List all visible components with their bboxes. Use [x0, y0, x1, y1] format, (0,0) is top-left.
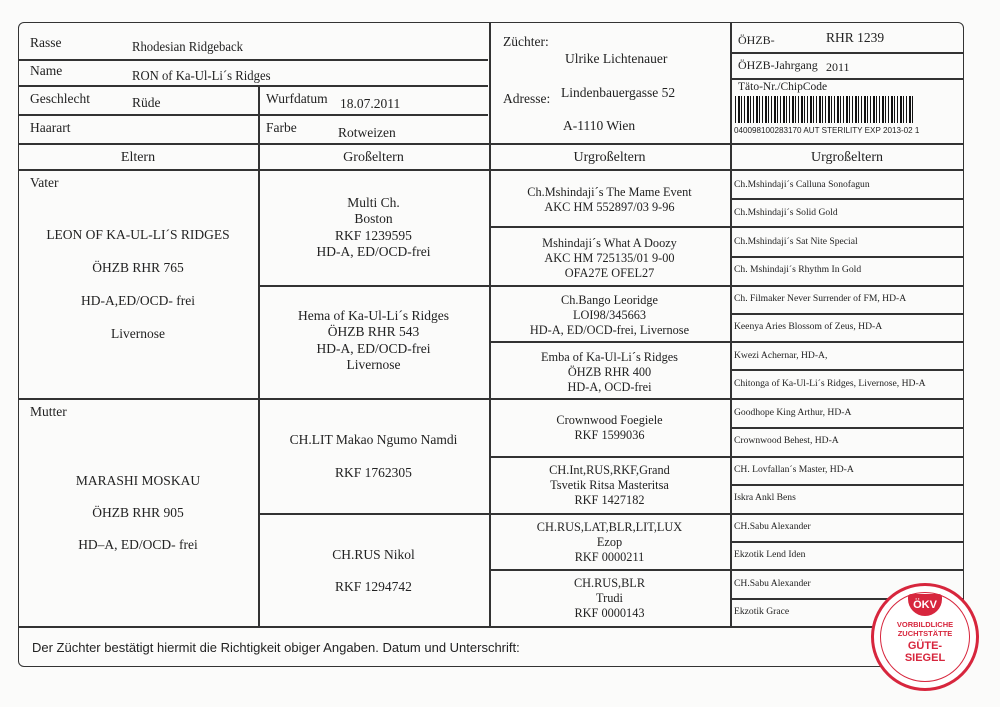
chip-label: Täto-Nr./ChipCode — [738, 81, 828, 93]
farbe-value: Rotweizen — [338, 125, 396, 140]
divider — [258, 513, 964, 515]
grandparent-4-name: CH.RUS Nikol — [332, 547, 415, 562]
oehzb-value: RHR 1239 — [826, 30, 885, 45]
gg-grandparent: CH.Sabu Alexander — [734, 578, 811, 589]
divider — [490, 456, 964, 458]
great-grandparent-4: Emba of Ka-Ul-Li´s Ridges ÖHZB RHR 400 HD-A, OCD-frei — [541, 350, 678, 394]
seal-text: VORBILDLICHE ZUCHTSTÄTTE — [896, 620, 954, 638]
wurfdatum-value: 18.07.2011 — [340, 96, 401, 111]
gg-grandparent: CH. Lovfallan´s Master, HD-A — [734, 464, 854, 475]
gg-grandparent: Ch.Mshindaji´s Calluna Sonofagun — [734, 179, 870, 190]
divider — [18, 398, 964, 400]
adresse-label: Adresse: — [503, 91, 551, 106]
gg-grandparent: Ch.Mshindaji´s Solid Gold — [734, 207, 838, 218]
divider — [730, 484, 964, 486]
barcode-text: 040098100283170 AUT STERILITY EXP 2013-02 1 — [734, 126, 920, 135]
divider — [730, 78, 964, 80]
column-header-eltern: Eltern — [120, 150, 156, 165]
oekv-logo-icon: ÖKV — [908, 594, 942, 616]
oehzb-label: ÖHZB- — [738, 33, 775, 47]
divider — [490, 569, 964, 571]
great-grandparent-5: Crownwood Foegiele RKF 1599036 — [556, 413, 663, 442]
divider — [490, 341, 964, 343]
zuechter-value: Ulrike Lichtenauer — [565, 51, 668, 66]
great-grandparent-7: CH.RUS,LAT,BLR,LIT,LUX Ezop RKF 0000211 — [536, 520, 683, 564]
great-grandparent-8: CH.RUS,BLR Trudi RKF 0000143 — [573, 576, 646, 620]
adresse-city: A-1110 Wien — [563, 118, 636, 133]
grandparent-1: Multi Ch. Boston RKF 1239595 HD-A, ED/OCD-frei — [316, 195, 431, 260]
grandparent-3-name: CH.LIT Makao Ngumo Namdi — [289, 432, 458, 447]
divider — [18, 59, 488, 61]
rasse-value: Rhodesian Ridgeback — [132, 39, 244, 54]
geschlecht-label: Geschlecht — [30, 91, 90, 106]
gg-grandparent: Keenya Aries Blossom of Zeus, HD-A — [734, 321, 883, 332]
great-grandparent-3: Ch.Bango Leoridge LOI98/345663 HD-A, ED/OCD-frei, Livernose — [529, 293, 690, 337]
divider — [18, 85, 488, 87]
zuechter-label: Züchter: — [503, 34, 549, 49]
name-value: RON of Ka-Ul-Li´s Ridges — [132, 68, 271, 83]
divider — [730, 256, 964, 258]
column-header-grosseltern: Großeltern — [343, 150, 404, 165]
divider — [18, 143, 964, 145]
divider — [18, 626, 964, 628]
mutter-name: MARASHI MOSKAU — [75, 473, 201, 488]
gg-grandparent: Kwezi Achernar, HD-A, — [734, 350, 828, 361]
name-label: Name — [30, 63, 63, 78]
gg-grandparent: Ekzotik Lend Iden — [734, 549, 806, 560]
gg-grandparent: Ch. Filmaker Never Surrender of FM, HD-A — [734, 293, 907, 304]
divider — [490, 226, 964, 228]
gg-grandparent: Chitonga of Ka-Ul-Li´s Ridges, Livernose, HD-A — [734, 378, 926, 389]
divider — [730, 313, 964, 315]
divider — [258, 285, 964, 287]
gg-grandparent: Ch.Mshindaji´s Sat Nite Special — [734, 236, 858, 247]
vater-name: LEON OF KA-UL-LI´S RIDGES — [46, 227, 230, 242]
rasse-label: Rasse — [30, 35, 62, 50]
grandparent-4-register: RKF 1294742 — [335, 579, 412, 594]
quality-seal — [871, 583, 979, 691]
mutter-label: Mutter — [30, 404, 67, 419]
barcode-icon — [735, 96, 915, 123]
jahrgang-label: ÖHZB-Jahrgang — [738, 58, 818, 72]
footer-statement: Der Züchter bestätigt hiermit die Richtigkeit obiger Angaben. Datum und Unterschrift: — [32, 640, 520, 655]
mutter-health: HD–A, ED/OCD- frei — [78, 537, 198, 552]
mutter-register: ÖHZB RHR 905 — [92, 505, 184, 520]
divider — [730, 22, 732, 626]
vater-health: HD-A,ED/OCD- frei — [81, 293, 195, 308]
divider — [730, 427, 964, 429]
divider — [730, 541, 964, 543]
column-header-ururgrosseltern: Urgroßeltern — [810, 150, 884, 165]
vater-register: ÖHZB RHR 765 — [92, 260, 184, 275]
vater-color: Livernose — [111, 326, 165, 341]
geschlecht-value: Rüde — [132, 95, 161, 110]
gg-grandparent: Goodhope King Arthur, HD-A — [734, 407, 852, 418]
great-grandparent-1: Ch.Mshindaji´s The Mame Event AKC HM 552897/03 9-96 — [527, 185, 692, 214]
divider — [730, 198, 964, 200]
gg-grandparent: Iskra Ankl Bens — [734, 492, 796, 503]
great-grandparent-2: Mshindaji´s What A Doozy AKC HM 725135/01 9-00 OFA27E OFEL27 — [542, 236, 677, 280]
vater-label: Vater — [30, 175, 59, 190]
farbe-label: Farbe — [266, 120, 297, 135]
gg-grandparent: Crownwood Behest, HD-A — [734, 435, 839, 446]
haarart-label: Haarart — [30, 120, 71, 135]
jahrgang-value: 2011 — [826, 60, 850, 74]
grandparent-3-register: RKF 1762305 — [335, 465, 412, 480]
gg-grandparent: Ch. Mshindaji´s Rhythm In Gold — [734, 264, 862, 275]
great-grandparent-6: CH.Int,RUS,RKF,Grand Tsvetik Ritsa Masteritsa RKF 1427182 — [549, 463, 670, 507]
wurfdatum-label: Wurfdatum — [266, 91, 328, 106]
grandparent-2: Hema of Ka-Ul-Li´s Ridges ÖHZB RHR 543 HD-A, ED/OCD-frei Livernose — [297, 308, 450, 373]
divider — [730, 369, 964, 371]
gg-grandparent: Ekzotik Grace — [734, 606, 790, 617]
divider — [18, 169, 964, 171]
column-header-urgrosseltern: Urgroßeltern — [573, 150, 646, 165]
divider — [18, 114, 488, 116]
adresse-street: Lindenbauergasse 52 — [561, 85, 676, 100]
divider — [258, 85, 260, 143]
gg-grandparent: CH.Sabu Alexander — [734, 521, 811, 532]
seal-title: GÜTE- SIEGEL — [904, 640, 946, 664]
divider — [730, 52, 964, 54]
